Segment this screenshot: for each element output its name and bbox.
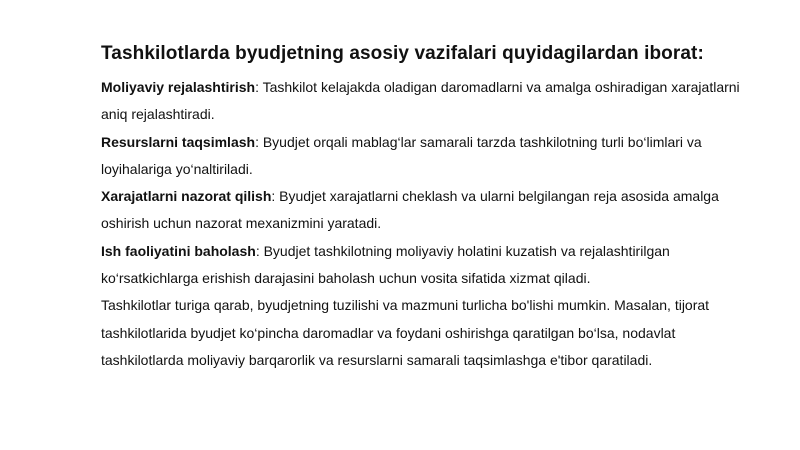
item-term: Moliyaviy rejalashtirish: [101, 79, 256, 95]
item-text: Tashkilot kelajakda oladigan daromadlarni va amalga oshiradigan xarajatlarni aniq rejalashtiradi.: [101, 79, 740, 123]
slide-title: Tashkilotlarda byudjetning asosiy vazifalari quyidagilardan iborat:: [101, 43, 704, 64]
slide-content: [101, 40, 761, 374]
item-term: Ish faoliyatini baholash: [101, 242, 256, 259]
item-separator: :: [271, 188, 276, 205]
item-text: Byudjet xarajatlarni cheklash va ularni belgilangan reja asosida amalga oshirish uchun nazorat mexanizmini yaratadi.: [101, 188, 719, 232]
item-term: Resurslarni taqsimlash: [101, 133, 256, 150]
item-separator: :: [255, 242, 260, 259]
item-separator: :: [255, 79, 259, 95]
conclusion-paragraph: Tashkilotlar turiga qarab, byudjetning tuzilishi va mazmuni turlicha bo'lishi mumkin. Masalan, tijorat tashkilotlarida byudjet ko‘pincha daromadlar va foydani oshirishga qaratilgan bo‘lsa, nodavlat tashkilotlarda moliyaviy barqarorlik va resurslarni samarali taqsimlashga e'tibor qaratiladi.: [101, 297, 710, 368]
list-item-resource-allocation: [101, 129, 761, 184]
list-item-financial-planning: [101, 74, 761, 129]
item-text: Byudjet orqali mablag‘lar samarali tarzda tashkilotning turli bo‘limlari va loyihalariga yo‘naltiriladi.: [101, 133, 702, 177]
item-text: Byudjet tashkilotning moliyaviy holatini kuzatish va rejalashtirilgan ko‘rsatkichlarga erishish darajasini baholash uchun vosita sifatida xizmat qiladi.: [101, 242, 670, 287]
item-term: Xarajatlarni nazorat qilish: [101, 188, 272, 205]
item-separator: :: [255, 133, 259, 150]
list-item-expense-control: [101, 183, 761, 238]
list-item-performance-evaluation: [101, 238, 761, 293]
